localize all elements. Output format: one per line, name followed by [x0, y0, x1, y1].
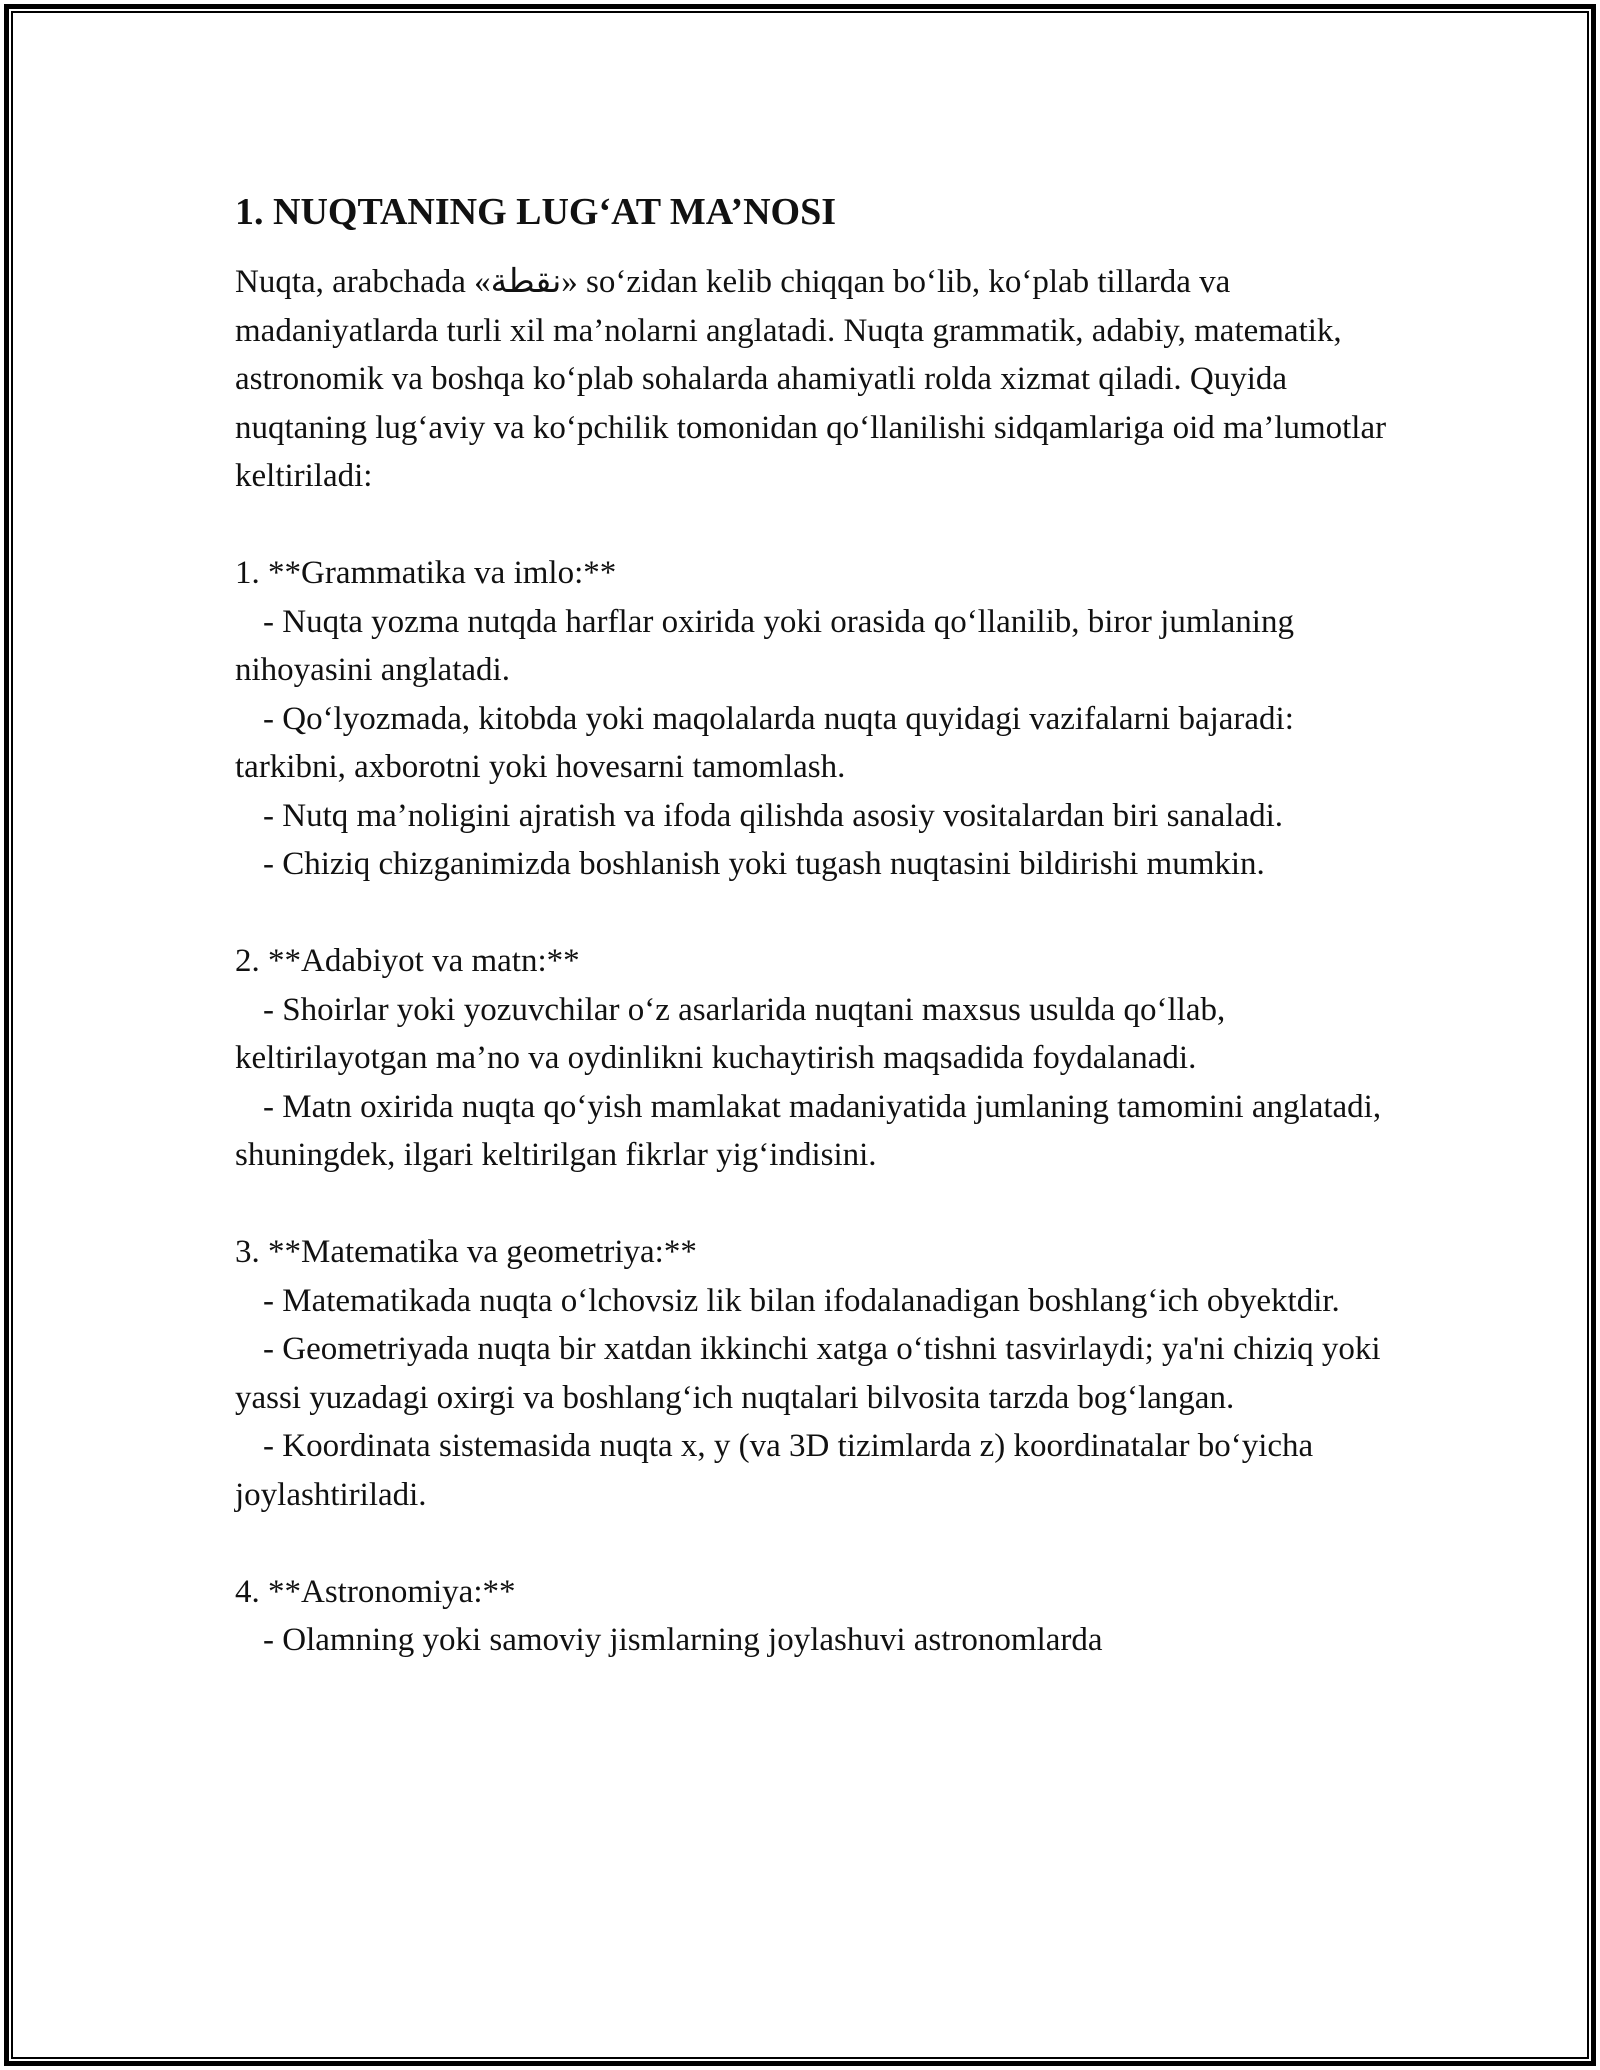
list-item-title: 3. **Matematika va geometriya:** — [235, 1234, 697, 1270]
document-body — [235, 188, 1395, 1665]
spacer — [235, 501, 1395, 550]
list-item-bullet: - Shoirlar yoki yozuvchilar o‘z asarlarida nuqtani maxsus usulda qo‘llab, keltirilayotgan ma’no va oydinlikni kuchaytirish maqsadida foydalanadi. — [235, 991, 1226, 1076]
section-heading: 1. NUQTANING LUG‘AT MA’NOSI — [235, 191, 836, 233]
spacer — [235, 889, 1395, 938]
spacer — [235, 1519, 1395, 1568]
list-item-bullet: - Geometriyada nuqta bir xatdan ikkinchi xatga o‘tishni tasvirlaydi; ya'ni chiziq yoki yassi yuzadagi oxirgi va boshlang‘ich nuqtalari bilvosita tarzda bog‘langan. — [235, 1331, 1381, 1416]
list-item-title: 1. **Grammatika va imlo:** — [235, 555, 617, 591]
intro-paragraph: Nuqta, arabchada «نقطة» so‘zidan kelib chiqqan bo‘lib, ko‘plab tillarda va madaniyatlarda turli xil ma’nolarni anglatadi. Nuqta grammatik, adabiy, matematik, astronomik va boshqa ko‘plab sohalarda ahamiyatli rolda xizmat qiladi. Quyida nuqtaning lug‘aviy va ko‘pchilik tomonidan qo‘llanilishi sidqamlariga oid ma’lumotlar keltiriladi: — [235, 264, 1387, 494]
list-item-bullet: - Qo‘lyozmada, kitobda yoki maqolalarda nuqta quyidagi vazifalarni bajaradi: tarkibni, axborotni yoki hovesarni tamomlash. — [235, 700, 1294, 785]
list-item-bullet: - Matematikada nuqta o‘lchovsiz lik bilan ifodalanadigan boshlang‘ich obyektdir. — [263, 1282, 1340, 1319]
list-item-bullet: - Olamning yoki samoviy jismlarning joylashuvi astronomlarda — [263, 1622, 1103, 1658]
list-item-bullet: - Nutq ma’noligini ajratish va ifoda qilishda asosiy vositalardan biri sanaladi. — [263, 797, 1284, 834]
spacer — [235, 1180, 1395, 1229]
list-item-bullet: - Koordinata sistemasida nuqta x, y (va 3D tizimlarda z) koordinatalar bo‘yicha joylashtiriladi. — [235, 1428, 1314, 1513]
list-item-bullet: - Matn oxirida nuqta qo‘yish mamlakat madaniyatida jumlaning tamomini anglatadi, shuningdek, ilgari keltirilgan fikrlar yig‘indisini. — [235, 1088, 1382, 1173]
list-item-title: 4. **Astronomiya:** — [235, 1573, 516, 1610]
list-item-bullet: - Nuqta yozma nutqda harflar oxirida yoki orasida qo‘llanilib, biror jumlaning nihoyasini anglatadi. — [235, 603, 1294, 688]
list-item-title: 2. **Adabiyot va matn:** — [235, 943, 580, 979]
list-item-bullet: - Chiziq chizganimizda boshlanish yoki tugash nuqtasini bildirishi mumkin. — [263, 846, 1265, 882]
